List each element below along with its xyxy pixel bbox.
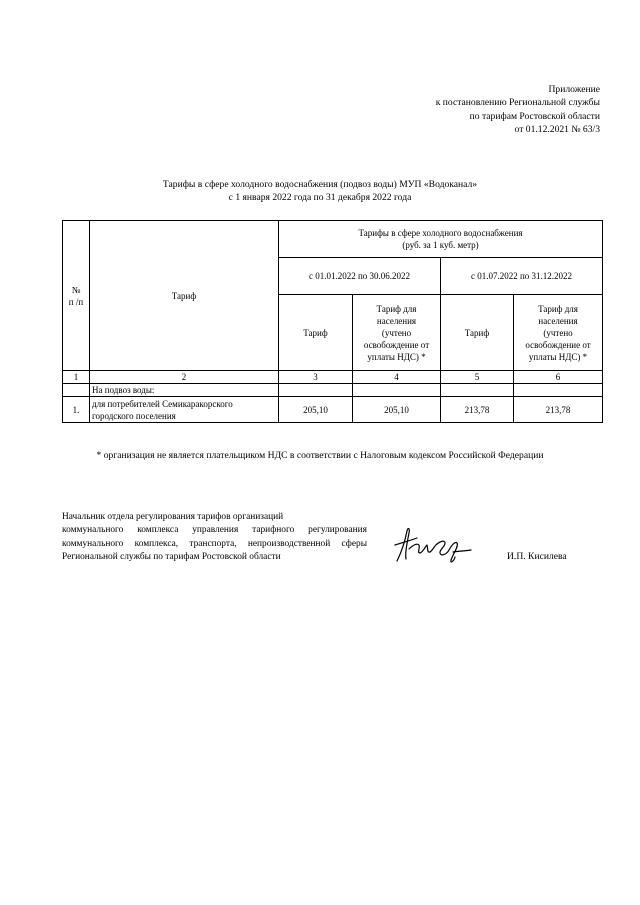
subheader-population-1: Тариф для населения (учтено освобождение от уплаты НДС) * [353,295,441,371]
signatory-line-2: коммунального комплекса управления тарифного регулирования [62,525,367,536]
appendix-line-1: Приложение [548,84,600,95]
tariff-table [62,220,603,423]
appendix-line-4: от 01.12.2021 № 63/3 [514,123,600,135]
header-period-2: с 01.07.2022 по 31.12.2022 [441,258,603,295]
title-line-1: Тарифы в сфере холодного водоснабжения (подвоз воды) МУП «Водоканал» [162,179,478,190]
index-cell: 1 [63,371,90,384]
subheader-population-2: Тариф для населения (учтено освобождение от уплаты НДС) * [514,295,603,371]
table-row [63,397,603,423]
signatory-line-1: Начальник отдела регулирования тарифов организаций [62,512,284,522]
empty-cell [441,384,514,397]
header-number: № п /п [63,221,90,371]
row-number: 1. [63,397,90,423]
row-tariff-period-1: 205,10 [279,397,353,423]
empty-cell [353,384,441,397]
title-line-2: с 1 января 2022 года по 31 декабря 2022 года [228,192,412,203]
appendix-line-3: по тарифам Ростовской области [469,110,600,122]
header-group: Тарифы в сфере холодного водоснабжения (руб. за 1 куб. метр) [279,221,603,258]
signatory-line-4: Региональной службы по тарифам Ростовской области [62,551,281,562]
section-number-cell [63,384,90,397]
subheader-tariff-1: Тариф [279,295,353,371]
empty-cell [279,384,353,397]
index-cell: 4 [353,371,441,384]
appendix-block [436,83,600,136]
footnote: * организация не является плательщиком НДС в соответствии с Налоговым кодексом Российской Федерации [96,450,544,461]
header-tariff: Тариф [90,221,279,371]
signatory-name: И.П. Кисилева [507,551,567,562]
row-population-period-2: 213,78 [514,397,603,423]
header-period-1: с 01.01.2022 по 30.06.2022 [279,258,441,295]
index-cell: 5 [441,371,514,384]
empty-cell [514,384,603,397]
index-cell: 3 [279,371,353,384]
index-cell: 6 [514,371,603,384]
subheader-tariff-2: Тариф [441,295,514,371]
appendix-line-2: к постановлению Региональной службы [435,97,600,109]
index-cell: 2 [90,371,279,384]
row-population-period-1: 205,10 [353,397,441,423]
document-title [0,178,640,204]
handwritten-signature [393,523,473,568]
signatory-line-3: коммунального комплекса, транспорта, непроизводственной сферы [62,538,367,549]
row-name: для потребителей Семикаракорского городского поселения [90,397,279,423]
signatory-position [62,511,367,564]
section-label: На подвоз воды: [90,384,279,397]
row-tariff-period-2: 213,78 [441,397,514,423]
